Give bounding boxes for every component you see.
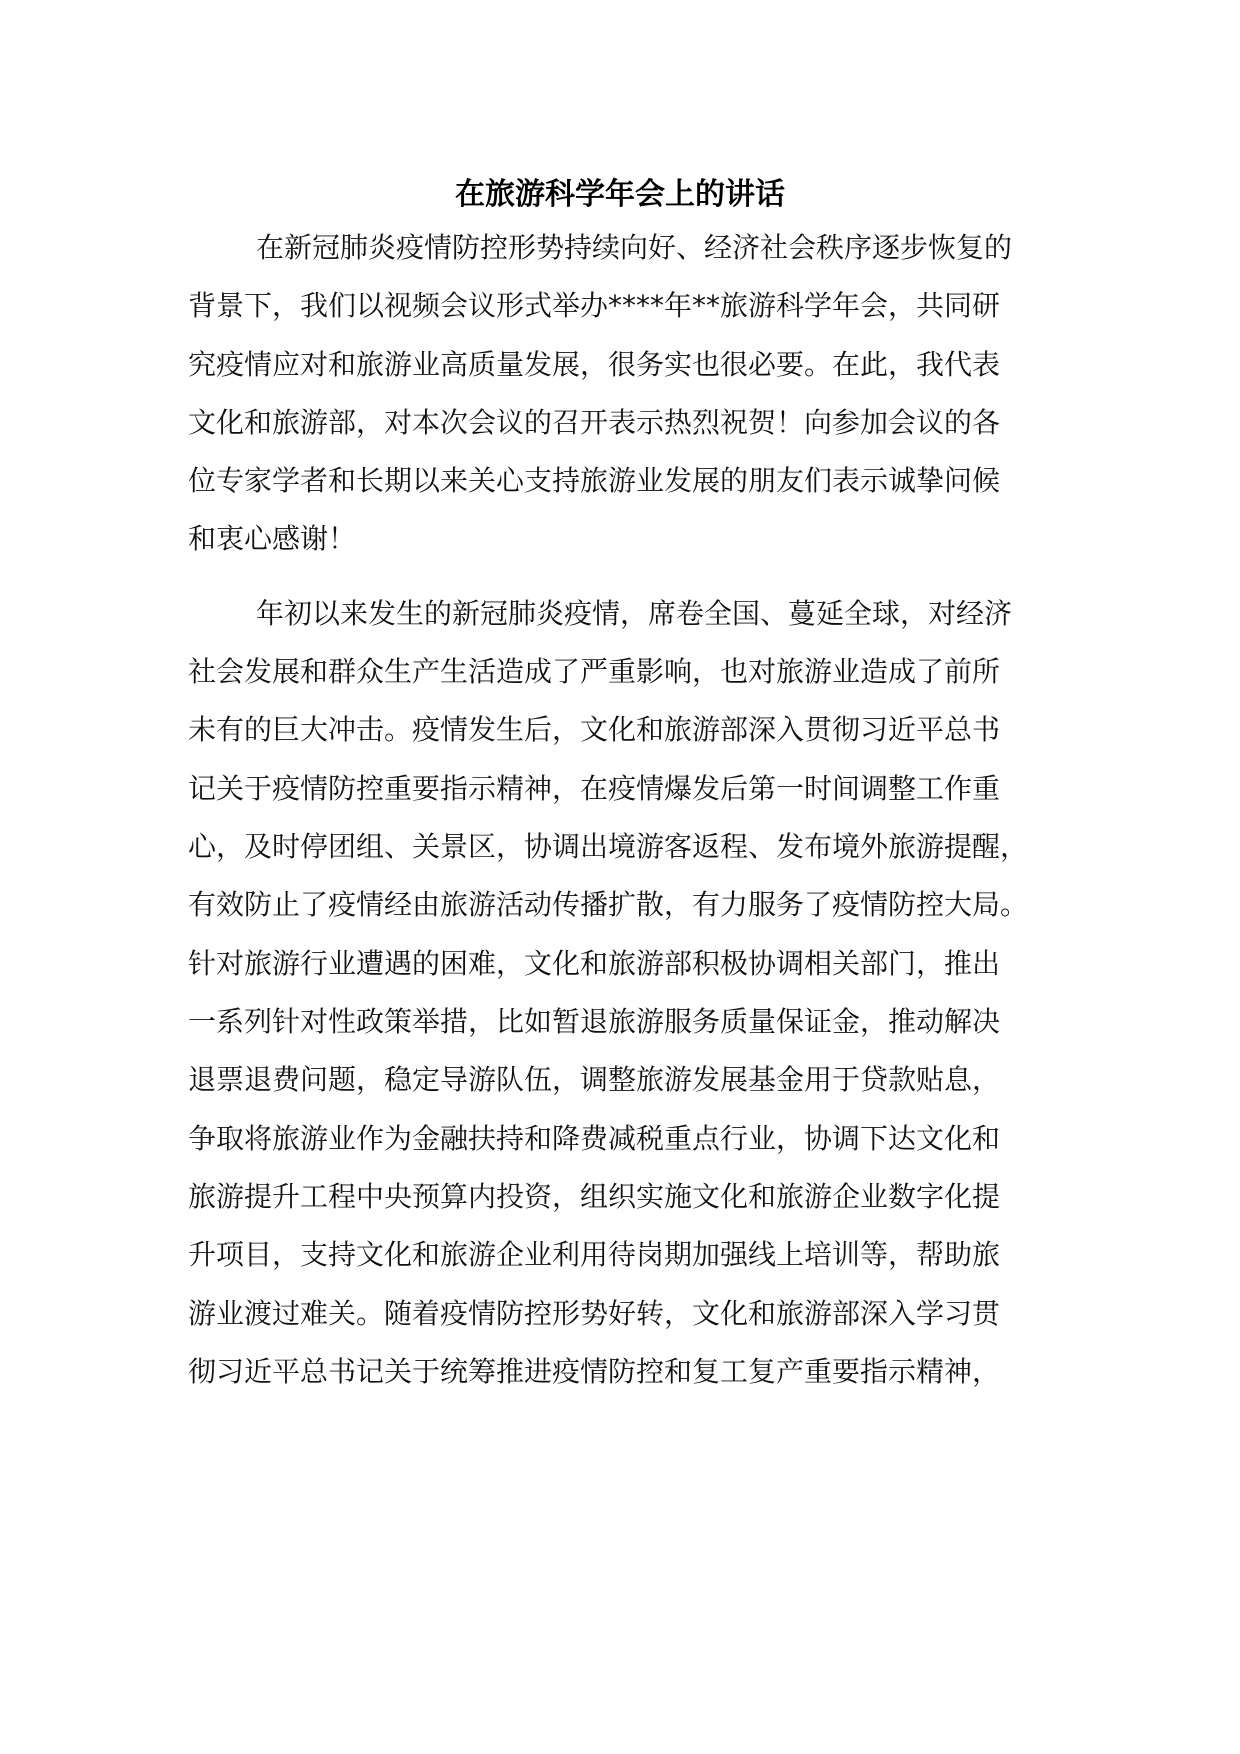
paragraph-2-line-10: 争取将旅游业作为金融扶持和降费减税重点行业，协调下达文化和 bbox=[188, 1122, 1001, 1155]
paragraph-2-line-13: 游业渡过难关。随着疫情防控形势好转，文化和旅游部深入学习贯 bbox=[188, 1297, 1001, 1330]
paragraph-2-line-12: 升项目，支持文化和旅游企业利用待岗期加强线上培训等，帮助旅 bbox=[188, 1238, 1001, 1271]
paragraph-2-line-5: 心，及时停团组、关景区，协调出境游客返程、发布境外旅游提醒， bbox=[188, 830, 1029, 863]
paragraph-2-line-8: 一系列针对性政策举措，比如暂退旅游服务质量保证金，推动解决 bbox=[188, 1005, 1001, 1038]
paragraph-1-line-3: 究疫情应对和旅游业高质量发展，很务实也很必要。在此，我代表 bbox=[188, 348, 1001, 381]
paragraph-2-line-3: 未有的巨大冲击。疫情发生后，文化和旅游部深入贯彻习近平总书 bbox=[188, 713, 1001, 746]
paragraph-1-line-1: 在新冠肺炎疫情防控形势持续向好、经济社会秩序逐步恢复的 bbox=[256, 231, 1013, 264]
paragraph-2-line-2: 社会发展和群众生产生活造成了严重影响，也对旅游业造成了前所 bbox=[188, 655, 1001, 688]
document-title: 在旅游科学年会上的讲话 bbox=[455, 177, 785, 212]
paragraph-1-line-2: 背景下，我们以视频会议形式举办****年**旅游科学年会，共同研 bbox=[188, 289, 1001, 322]
paragraph-2-line-4: 记关于疫情防控重要指示精神，在疫情爆发后第一时间调整工作重 bbox=[188, 772, 1001, 805]
paragraph-1-line-5: 位专家学者和长期以来关心支持旅游业发展的朋友们表示诚挚问候 bbox=[188, 464, 1001, 497]
paragraph-2-line-7: 针对旅游行业遭遇的困难，文化和旅游部积极协调相关部门，推出 bbox=[188, 947, 1001, 980]
paragraph-2-line-1: 年初以来发生的新冠肺炎疫情，席卷全国、蔓延全球，对经济 bbox=[256, 597, 1013, 630]
paragraph-1-line-4: 文化和旅游部，对本次会议的召开表示热烈祝贺！向参加会议的各 bbox=[188, 406, 1001, 439]
paragraph-2-line-9: 退票退费问题，稳定导游队伍，调整旅游发展基金用于贷款贴息， bbox=[188, 1063, 1001, 1096]
paragraph-2-line-11: 旅游提升工程中央预算内投资，组织实施文化和旅游企业数字化提 bbox=[188, 1180, 1001, 1213]
paragraph-2-line-14: 彻习近平总书记关于统筹推进疫情防控和复工复产重要指示精神， bbox=[188, 1355, 1001, 1388]
paragraph-1-line-6: 和衷心感谢！ bbox=[188, 522, 357, 555]
paragraph-2-line-6: 有效防止了疫情经由旅游活动传播扩散，有力服务了疫情防控大局。 bbox=[188, 888, 1029, 921]
